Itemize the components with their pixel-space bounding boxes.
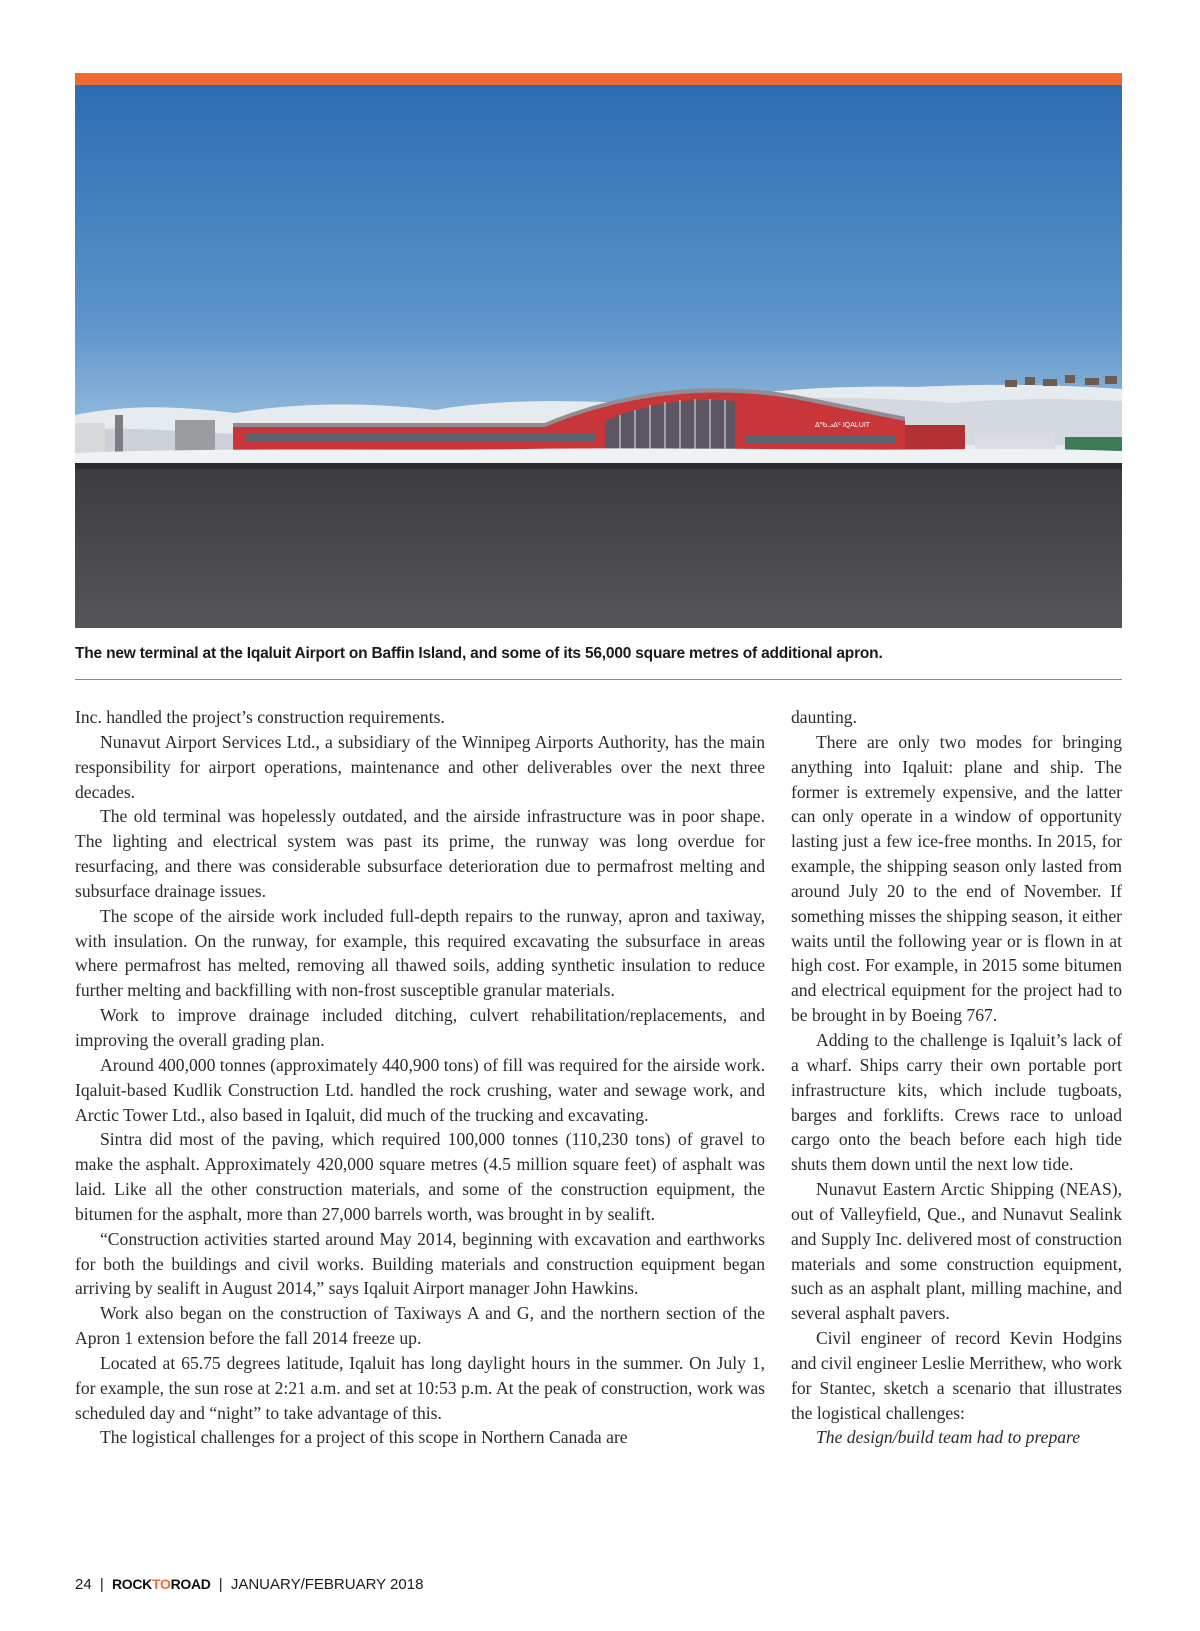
footer-separator: |: [218, 1576, 223, 1593]
paragraph: Around 400,000 tonnes (approximately 440,900 tons) of fill was required for the airside work. Iqaluit-based Kudlik Construction Ltd. handled the rock crushing, water and sewage work, and Arctic Tower Ltd., also based in Iqaluit, did much of the trucking and excavating.: [75, 1054, 765, 1125]
page-footer: [75, 1576, 423, 1593]
top-accent-bar: [75, 73, 1122, 85]
paragraph: The scope of the airside work included full-depth repairs to the runway, apron and taxiway, with insulation. On the runway, for example, this required excavating the subsurface in areas where permafrost has melted, removing all thawed soils, adding synthetic insulation to reduce further melting and backfilling with non-frost susceptible granular materials.: [75, 905, 765, 1001]
paragraph: The design/build team had to prepare: [816, 1427, 1081, 1448]
paragraph: The old terminal was hopelessly outdated, and the airside infrastructure was in poor shape. The lighting and electrical system was past its prime, the runway was long overdue for resurfacing, and there was considerable subsurface deterioration due to permafrost melting and subsurface drainage issues.: [75, 806, 765, 901]
svg-text:ᐃᖃᓗᐃᑦ IQALUIT: ᐃᖃᓗᐃᑦ IQALUIT: [815, 422, 871, 429]
terminal-photo: [75, 85, 1122, 628]
footer-separator: |: [99, 1576, 104, 1593]
paragraph: Sintra did most of the paving, which required 100,000 tonnes (110,230 tons) of gravel to make the asphalt. Approximately 420,000 square metres (4.5 million square feet) of asphalt was laid. Like all the other construction materials, and some of the construction equipment, the bitumen for the asphalt, more than 27,000 barrels worth, was brought in by sealift.: [75, 1129, 765, 1224]
tarmac: [75, 463, 1122, 628]
paragraph: Inc. handled the project’s construction requirements.: [75, 707, 445, 727]
paragraph: daunting.: [791, 707, 857, 727]
article-right-column: [791, 705, 1122, 1450]
paragraph: Nunavut Airport Services Ltd., a subsidiary of the Winnipeg Airports Authority, has the main responsibility for airport operations, maintenance and other deliverables over the next three decades.: [75, 731, 765, 802]
issue-date: JANUARY/FEBRUARY 2018: [230, 1576, 424, 1593]
article-left-column: [75, 705, 765, 1450]
paragraph: Work also began on the construction of Taxiways A and G, and the northern section of the Apron 1 extension before the fall 2014 freeze up.: [75, 1303, 765, 1349]
paragraph: Located at 65.75 degrees latitude, Iqaluit has long daylight hours in the summer. On July 1, for example, the sun rose at 2:21 a.m. and set at 10:53 p.m. At the peak of construction, work was scheduled day and “night” to take advantage of this.: [75, 1352, 765, 1423]
photo-caption: The new terminal at the Iqaluit Airport on Baffin Island, and some of its 56,000 square metres of additional apron.: [75, 645, 883, 662]
snow-bank: [75, 448, 1122, 465]
paragraph: Adding to the challenge is Iqaluit’s lack of a wharf. Ships carry their own portable port infrastructure kits, which include tugboats, barges and forklifts. Crews race to unload cargo onto the beach before each high tide shuts them down until the next low tide.: [791, 1029, 1122, 1175]
paragraph: “Construction activities started around May 2014, beginning with excavation and earthworks for both the buildings and civil works. Building materials and construction equipment began arriving by sealift in August 2014,” says Iqaluit Airport manager John Hawkins.: [75, 1228, 765, 1299]
magazine-logo: ROCKTOROAD: [111, 1576, 211, 1592]
paragraph: Civil engineer of record Kevin Hodgins and civil engineer Leslie Merrithew, who work for Stantec, sketch a scenario that illustrates the logistical challenges:: [791, 1328, 1122, 1423]
paragraph: There are only two modes for bringing anything into Iqaluit: plane and ship. The former is extremely expensive, and the latter can only operate in a window of opportunity lasting just a few ice-free months. In 2015, for example, the shipping season only lasted from around July 20 to the end of November. If something misses the shipping season, it either waits until the following year or is flown in at high cost. For example, in 2015 some bitumen and electrical equipment for the project had to be brought in by Boeing 767.: [791, 731, 1122, 1026]
paragraph: The logistical challenges for a project of this scope in Northern Canada are: [100, 1427, 628, 1448]
paragraph: Nunavut Eastern Arctic Shipping (NEAS), out of Valleyfield, Que., and Nunavut Sealink and Supply Inc. delivered most of construction materials and some construction equipment, such as an asphalt plant, milling machine, and several asphalt pavers.: [791, 1179, 1122, 1324]
paragraph: Work to improve drainage included ditching, culvert rehabilitation/replacements, and improving the overall grading plan.: [75, 1005, 765, 1050]
caption-divider: [75, 679, 1122, 680]
page-number: 24: [75, 1576, 92, 1593]
